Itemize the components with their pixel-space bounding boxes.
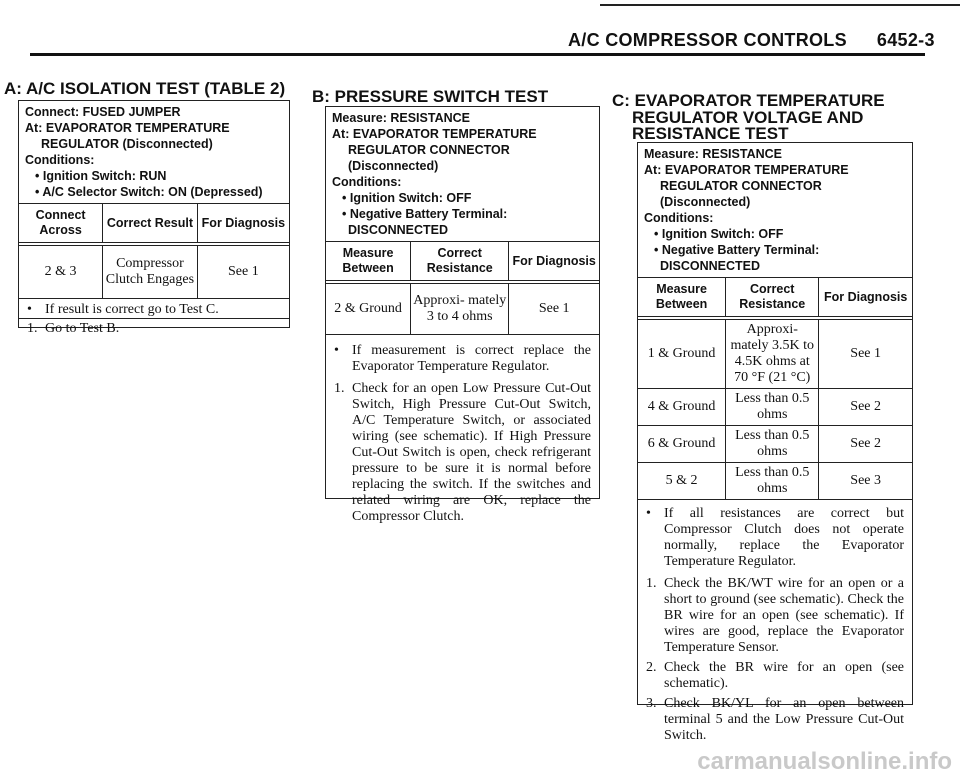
table-cell: See 2 [819, 389, 912, 426]
table-cell: 1 & Ground [638, 318, 726, 389]
col-header: For Diagnosis [509, 242, 599, 283]
conditions-label: Conditions: [332, 175, 402, 189]
table-row [638, 463, 912, 500]
section-c-conditions [638, 143, 912, 277]
step-3: Check BK/YL for an open between terminal 5 and the Low Pressure Cut-Out Switch. [664, 696, 904, 743]
table-header-row [19, 204, 289, 245]
col-header: Measure Between [326, 242, 411, 283]
col-header: Correct Resistance [411, 242, 509, 283]
watermark: carmanualsonline.info [697, 748, 952, 775]
at-line: At: EVAPORATOR TEMPERATURE [25, 121, 230, 135]
section-c-title-3: RESISTANCE TEST [632, 124, 789, 143]
table-cell: Compressor Clutch Engages [103, 244, 198, 299]
table-cell: 5 & 2 [638, 463, 726, 500]
condition-2: • A/C Selector Switch: ON (Depressed) [35, 185, 263, 199]
step-2: Check the BR wire for an open (see schematic). [664, 660, 904, 691]
step-1: Go to Test B. [45, 321, 120, 336]
note-bullet: If result is correct go to Test C. [45, 302, 219, 317]
at-line-2: REGULATOR CONNECTOR [660, 179, 822, 193]
at-line: At: EVAPORATOR TEMPERATURE [332, 127, 537, 141]
col-header: Connect Across [19, 204, 103, 245]
section-a-title: A: A/C ISOLATION TEST (TABLE 2) [4, 79, 286, 98]
at-line: At: EVAPORATOR TEMPERATURE [644, 163, 849, 177]
table-cell: See 2 [819, 426, 912, 463]
page-header [568, 30, 935, 51]
page-title: A/C COMPRESSOR CONTROLS [568, 30, 847, 50]
section-a-steps: 1. Go to Test B. [19, 319, 289, 340]
conditions-label: Conditions: [25, 153, 95, 167]
condition-2: • Negative Battery Terminal: [342, 207, 508, 221]
section-a-conditions [19, 101, 289, 203]
table-cell: 4 & Ground [638, 389, 726, 426]
at-line-2: REGULATOR CONNECTOR [348, 143, 510, 157]
table-row [638, 389, 912, 426]
table-row [19, 244, 289, 299]
col-header: Correct Result [103, 204, 198, 245]
table-cell: 6 & Ground [638, 426, 726, 463]
conditions-label: Conditions: [644, 211, 714, 225]
section-c-notes: • If all resistances are correct but Compressor Clutch does not operate normally, replace the Evaporator Temperature Regulator. 1. Check the BK/WT wire for an open or a short to ground (see schematic). Check the BR wire for an open (see schematic). If wires are good, replace the Evaporator Temperature Sensor. 2. Check the BR wire for an open (see schematic). 3. Check BK/YL for an open between terminal 5 and the Low Pressure Cut-Out Switch. [646, 506, 904, 743]
table-cell: Approxi- mately 3 to 4 ohms [411, 282, 509, 335]
section-c-box [637, 142, 913, 743]
table-cell: See 1 [197, 244, 289, 299]
section-c-title-1: C: EVAPORATOR TEMPERATURE [612, 91, 885, 110]
table-cell: Less than 0.5 ohms [726, 426, 819, 463]
step-1: Check for an open Low Pressure Cut-Out Switch, High Pressure Cut-Out Switch, A/C Temperature Switch, or associated wiring (see schematic). If High Pressure Cut-Out Switch is open, check refrigerant pressure to be sure it is normal before replacing the switch. If the switches and related wiring are OK, replace the Compressor Clutch. [352, 381, 591, 524]
section-a-notes: • If result is correct go to Test C. [19, 299, 289, 318]
section-c-table [638, 277, 912, 500]
table-row [638, 426, 912, 463]
page-number: 6452-3 [876, 30, 935, 50]
note-bullet: If measurement is correct replace the Evaporator Temperature Regulator. [352, 343, 591, 374]
measure-line: Measure: RESISTANCE [332, 111, 470, 125]
condition-3: DISCONNECTED [660, 259, 761, 273]
col-header: Correct Resistance [726, 278, 819, 319]
col-header: For Diagnosis [819, 278, 912, 319]
at-line-3: (Disconnected) [348, 159, 439, 173]
table-cell: Less than 0.5 ohms [726, 463, 819, 500]
table-cell: See 1 [509, 282, 599, 335]
table-header-row [638, 278, 912, 319]
col-header: Measure Between [638, 278, 726, 319]
condition-3: DISCONNECTED [348, 223, 449, 237]
section-a-box [18, 100, 290, 336]
col-header: For Diagnosis [197, 204, 289, 245]
top-rule [600, 4, 960, 6]
section-c-title-2: REGULATOR VOLTAGE AND [632, 108, 864, 127]
table-cell: Approxi- mately 3.5K to 4.5K ohms at 70 °F (21 °C) [726, 318, 819, 389]
table-cell: Less than 0.5 ohms [726, 389, 819, 426]
at-line-3: (Disconnected) [660, 195, 751, 209]
section-b-title: B: PRESSURE SWITCH TEST [312, 87, 549, 106]
condition-1: • Ignition Switch: OFF [342, 191, 472, 205]
condition-1: • Ignition Switch: RUN [35, 169, 167, 183]
table-row [326, 282, 599, 335]
table-header-row [326, 242, 599, 283]
table-cell: 2 & 3 [19, 244, 103, 299]
section-b-conditions [326, 107, 599, 241]
table-cell: See 1 [819, 318, 912, 389]
measure-line: Measure: RESISTANCE [644, 147, 782, 161]
table-row [638, 318, 912, 389]
step-1: Check the BK/WT wire for an open or a short to ground (see schematic). Check the BR wire for an open (see schematic). If wires are good, replace the Evaporator Temperature Sensor. [664, 576, 904, 655]
table-cell: See 3 [819, 463, 912, 500]
connect-line: Connect: FUSED JUMPER [25, 105, 181, 119]
condition-1: • Ignition Switch: OFF [654, 227, 784, 241]
table-cell: 2 & Ground [326, 282, 411, 335]
section-a-table [19, 203, 289, 299]
note-bullet: If all resistances are correct but Compressor Clutch does not operate normally, replace the Evaporator Temperature Regulator. [664, 506, 904, 569]
condition-2: • Negative Battery Terminal: [654, 243, 820, 257]
section-b-box [325, 106, 600, 524]
section-b-table [326, 241, 599, 335]
header-rule [30, 53, 925, 56]
section-b-notes: • If measurement is correct replace the Evaporator Temperature Regulator. 1. Check for an open Low Pressure Cut-Out Switch, High Pressure Cut-Out Switch, A/C Temperature Switch, or associated wiring (see schematic). If High Pressure Cut-Out Switch is open, check refrigerant pressure to be sure it is normal before replacing the switch. If the switches and related wiring are OK, replace the Compressor Clutch. [334, 343, 591, 524]
at-line-2: REGULATOR (Disconnected) [41, 137, 213, 151]
